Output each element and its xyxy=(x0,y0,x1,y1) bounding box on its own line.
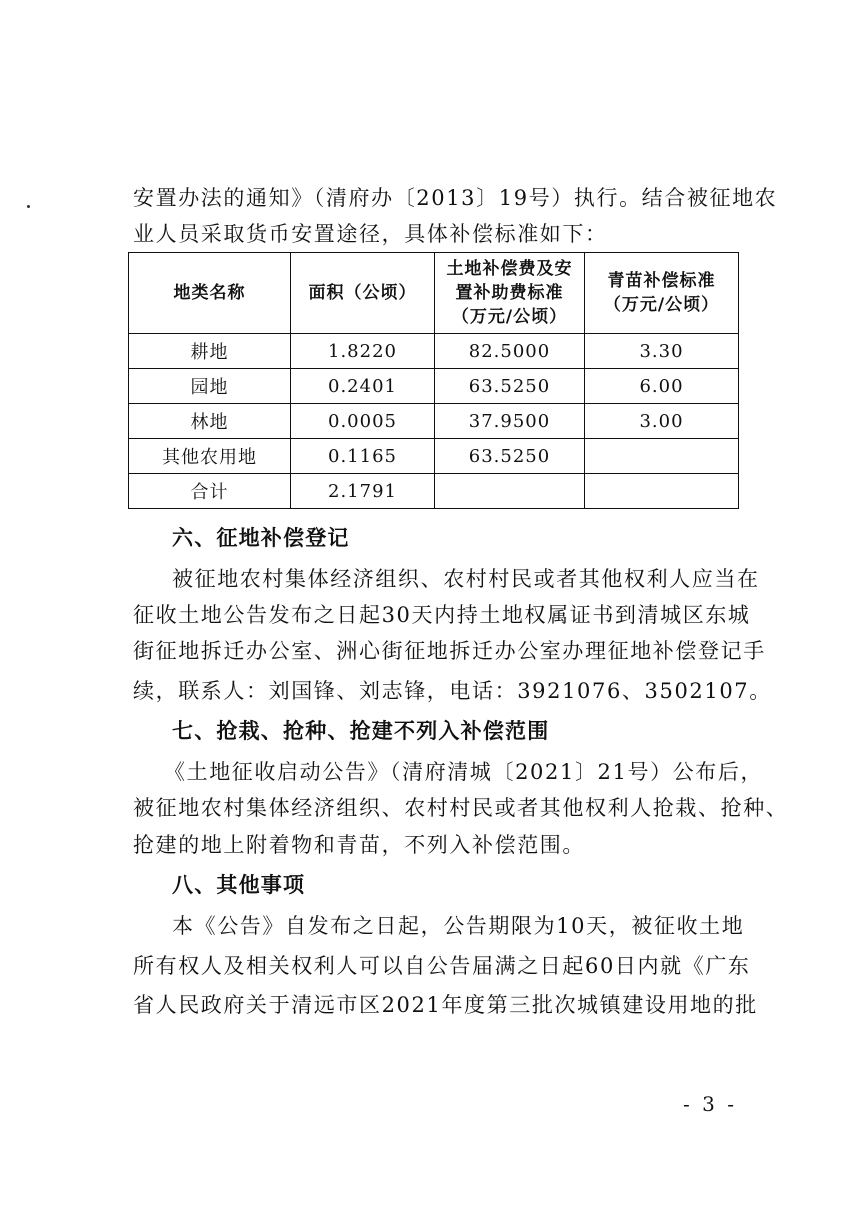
header-land-type: 地类名称 xyxy=(129,253,291,334)
section-heading-eight: 八、其他事项 xyxy=(172,873,306,897)
header-area: 面积（公顷） xyxy=(291,253,435,334)
section-heading-six: 六、征地补偿登记 xyxy=(172,526,350,550)
body-line: 被征地农村集体经济组织、农村村民或者其他权利人抢栽、抢种、 xyxy=(133,796,789,820)
body-line: 省人民政府关于清远市区2021年度第三批次城镇建设用地的批 xyxy=(133,993,758,1017)
compensation-table xyxy=(128,252,739,509)
body-line: 街征地拆迁办公室、洲心街征地拆迁办公室办理征地补偿登记手 xyxy=(133,639,766,663)
body-line: 《土地征收启动公告》（清府清城〔2021〕21号）公布后， xyxy=(164,760,764,784)
body-line: 安置办法的通知》（清府办〔2013〕19号）执行。结合被征地农 xyxy=(133,186,778,210)
table-header-row xyxy=(129,253,739,334)
table-row: 林地 0.0005 37.9500 3.00 xyxy=(129,404,739,439)
page-number: - 3 - xyxy=(683,1092,737,1116)
body-line: 业人员采取货币安置途径，具体补偿标准如下： xyxy=(133,222,608,246)
body-line: 续，联系人：刘国锋、刘志锋，电话：3921076、3502107。 xyxy=(133,679,772,703)
body-line: 征收土地公告发布之日起30天内持土地权属证书到清城区东城 xyxy=(133,603,751,627)
table-row: 园地 0.2401 63.5250 6.00 xyxy=(129,369,739,404)
scan-speck xyxy=(27,205,30,208)
body-line: 被征地农村集体经济组织、农村村民或者其他权利人应当在 xyxy=(172,567,760,591)
header-crop-compensation: 青苗补偿标准 （万元/公顷） xyxy=(585,253,739,334)
section-heading-seven: 七、抢栽、抢种、抢建不列入补偿范围 xyxy=(172,719,550,743)
body-line: 本《公告》自发布之日起，公告期限为10天，被征收土地 xyxy=(172,914,745,938)
table-row-total: 合计 2.1791 xyxy=(129,474,739,509)
body-line: 抢建的地上附着物和青苗，不列入补偿范围。 xyxy=(133,833,585,857)
table-row: 其他农用地 0.1165 63.5250 xyxy=(129,439,739,474)
body-line: 所有权人及相关权利人可以自公告届满之日起60日内就《广东 xyxy=(133,954,751,978)
header-land-compensation: 土地补偿费及安 置补助费标准 （万元/公顷） xyxy=(435,253,585,334)
table-row: 耕地 1.8220 82.5000 3.30 xyxy=(129,334,739,369)
